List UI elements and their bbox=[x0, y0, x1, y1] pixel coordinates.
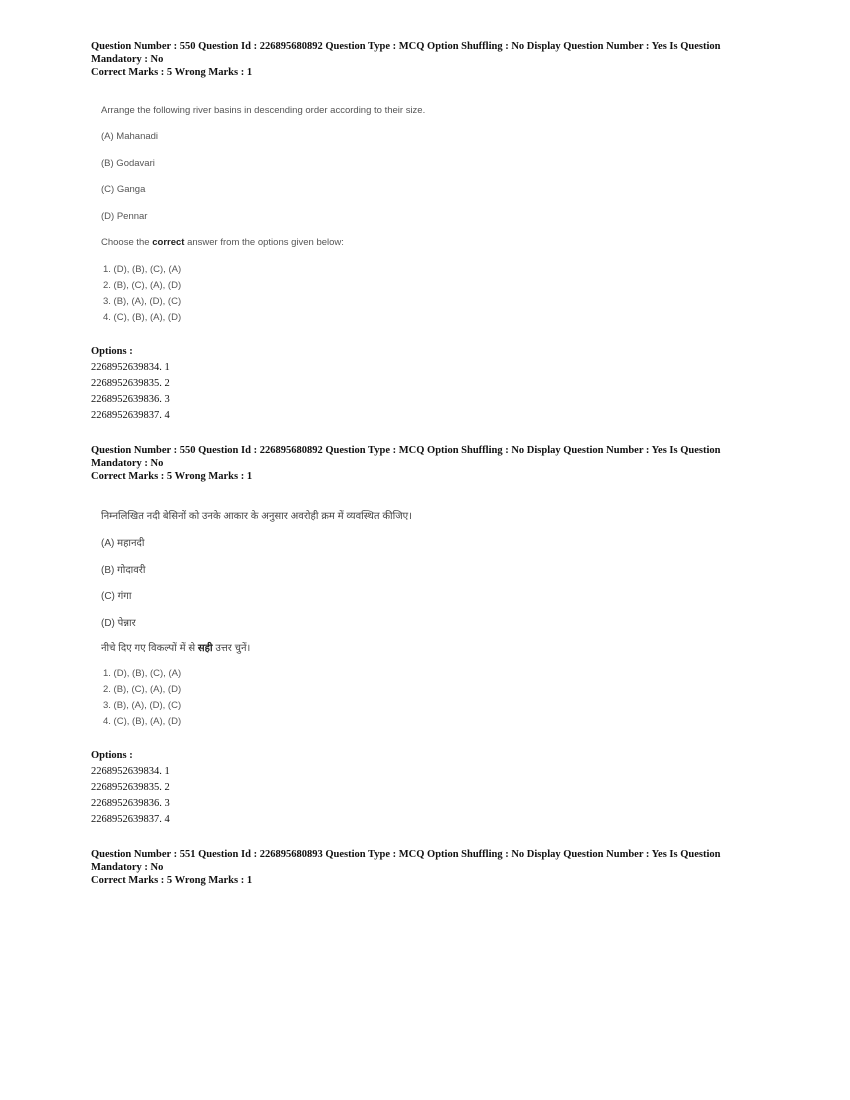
meta-line: Mandatory : No bbox=[91, 54, 164, 65]
option-row: 2268952639836. 3 bbox=[91, 394, 170, 405]
answer-4: 4. (C), (B), (A), (D) bbox=[103, 312, 182, 323]
answer-4: 4. (C), (B), (A), (D) bbox=[103, 716, 182, 727]
question-content bbox=[91, 483, 751, 783]
options-title: Options : bbox=[91, 750, 133, 761]
meta-line: Question Number : 551 Question Id : 226895680893 Question Type : MCQ Option Shuffling : No Display Question Number : Yes Is Question bbox=[91, 849, 721, 860]
item-c: (C) Ganga bbox=[101, 184, 146, 195]
question-content bbox=[91, 79, 751, 459]
option-row: 2268952639837. 4 bbox=[91, 410, 170, 421]
meta-line: Correct Marks : 5 Wrong Marks : 1 bbox=[91, 67, 253, 78]
instruction: Choose the correct answer from the options given below: bbox=[101, 237, 344, 248]
answer-2: 2. (B), (C), (A), (D) bbox=[103, 280, 182, 291]
option-row: 2268952639834. 1 bbox=[91, 766, 170, 777]
meta-line: Mandatory : No bbox=[91, 862, 164, 873]
item-d: (D) पेन्नार bbox=[101, 618, 136, 629]
meta-line: Question Number : 550 Question Id : 226895680892 Question Type : MCQ Option Shuffling : No Display Question Number : Yes Is Question bbox=[91, 445, 721, 456]
question-block-550-hi bbox=[91, 444, 751, 783]
question-meta bbox=[91, 40, 751, 79]
answer-1: 1. (D), (B), (C), (A) bbox=[103, 264, 182, 275]
question-block-550-en bbox=[91, 40, 751, 459]
item-d: (D) Pennar bbox=[101, 211, 148, 222]
question-text: निम्नलिखित नदी बेसिनों को उनके आकार के अनुसार अवरोही क्रम में व्यवस्थित कीजिए। bbox=[101, 511, 412, 522]
item-b: (B) गोदावरी bbox=[101, 565, 146, 576]
option-row: 2268952639834. 1 bbox=[91, 362, 170, 373]
item-a: (A) महानदी bbox=[101, 538, 145, 549]
meta-line: Mandatory : No bbox=[91, 458, 164, 469]
option-row: 2268952639836. 3 bbox=[91, 798, 170, 809]
instruction: नीचे दिए गए विकल्पों में से सही उत्तर चुनें। bbox=[101, 643, 251, 654]
question-block-551 bbox=[91, 848, 751, 887]
option-row: 2268952639835. 2 bbox=[91, 378, 170, 389]
answer-3: 3. (B), (A), (D), (C) bbox=[103, 296, 182, 307]
item-c: (C) गंगा bbox=[101, 591, 132, 602]
question-text: Arrange the following river basins in descending order according to their size. bbox=[101, 105, 426, 116]
options-title: Options : bbox=[91, 346, 133, 357]
answer-3: 3. (B), (A), (D), (C) bbox=[103, 700, 182, 711]
answer-2: 2. (B), (C), (A), (D) bbox=[103, 684, 182, 695]
meta-line: Question Number : 550 Question Id : 226895680892 Question Type : MCQ Option Shuffling : No Display Question Number : Yes Is Question bbox=[91, 41, 721, 52]
option-row: 2268952639835. 2 bbox=[91, 782, 170, 793]
item-a: (A) Mahanadi bbox=[101, 131, 159, 142]
item-b: (B) Godavari bbox=[101, 158, 155, 169]
meta-line: Correct Marks : 5 Wrong Marks : 1 bbox=[91, 875, 253, 886]
answer-1: 1. (D), (B), (C), (A) bbox=[103, 668, 182, 679]
meta-line: Correct Marks : 5 Wrong Marks : 1 bbox=[91, 471, 253, 482]
question-meta bbox=[91, 444, 751, 483]
question-meta bbox=[91, 848, 751, 887]
option-row: 2268952639837. 4 bbox=[91, 814, 170, 825]
